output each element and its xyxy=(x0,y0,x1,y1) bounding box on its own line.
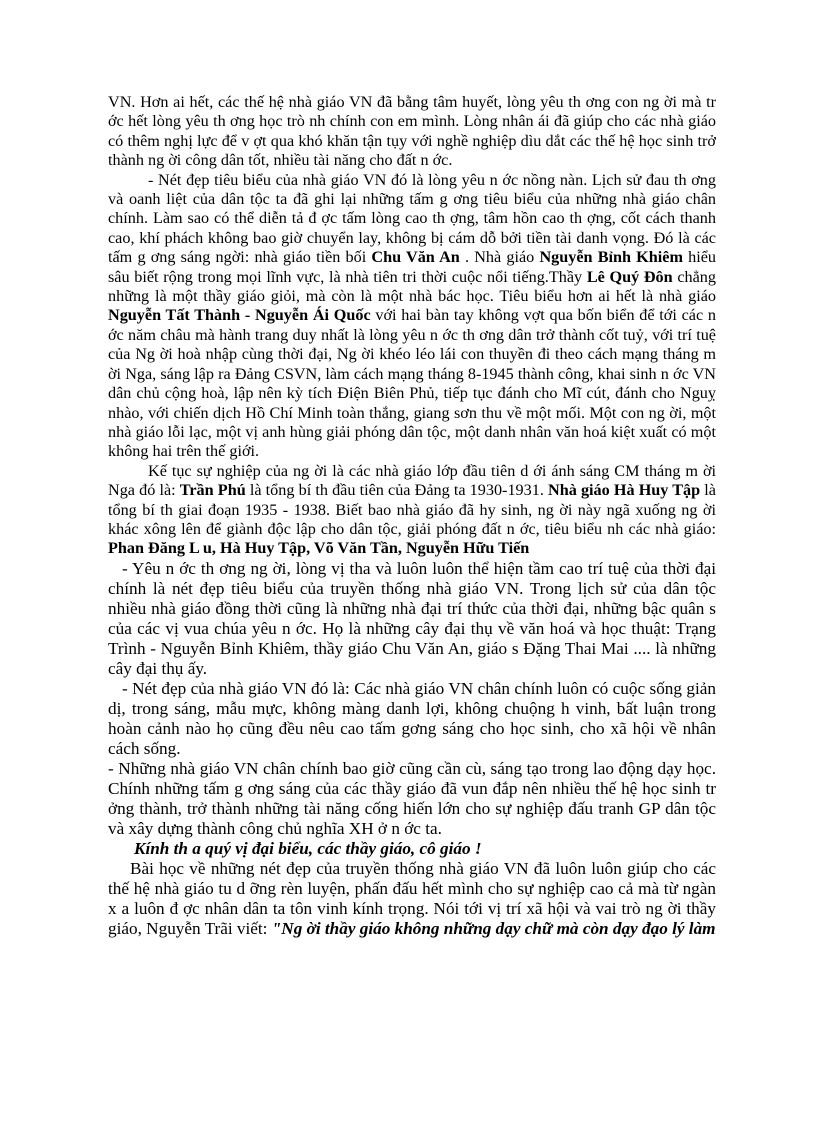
text-segment: là tổng bí th đầu tiên của Đảng ta 1930-1931. xyxy=(245,481,549,500)
text-segment: "Ng ời thầy giáo không những dạy chữ mà còn dạy đạo lý làm xyxy=(271,918,716,938)
paragraph-5 xyxy=(108,679,716,759)
text-segment: - Yêu n ớc th ơng ng ời, lòng vị tha và luôn luôn thể hiện tầm cao trí tuệ của thời đại chính là nét đẹp tiêu biểu của truyền thống nhà giáo VN. Trong lịch sử của dân tộc nhiều nhà giáo đồng thời cũng là những nhà đại trí thức của thời đại, những bậc quân s của các vị vua chúa yêu n ớc. Họ là những cây đại thụ về văn hoá và học thuật: Trạng Trình - Nguyễn Bỉnh Khiêm, thầy giáo Chu Văn An, giáo s Đặng Thai Mai .... là những cây đại thụ ấy. xyxy=(108,558,716,678)
paragraph-4 xyxy=(108,559,716,679)
text-segment: . Nhà giáo xyxy=(459,248,540,267)
paragraph-2 xyxy=(108,171,716,462)
text-segment: Bài học về những nét đẹp của truyền thống nhà giáo VN đã luôn luôn giúp cho các thế hệ nhà giáo tu d ỡng rèn luyện, phấn đấu hết mình cho sự nghiệp cao cả mà từ ngàn x a luôn đ ợc nhân dân ta tôn vinh kính trọng. Nói tới vị trí xã hội và vai trò ng ời thầy giáo, Nguyễn Trãi viết: xyxy=(108,858,716,938)
text-segment: Kính th a quý vị đại biểu, các thầy giáo, cô giáo ! xyxy=(134,838,482,858)
paragraph-6 xyxy=(108,759,716,839)
document-page xyxy=(108,93,716,939)
text-segment: hiểu sâu biết rộng trong mọi lĩnh vực, là nhà tiên tri thời cuộc nổi tiếng.Thầy xyxy=(108,248,717,286)
text-segment: - Nét đẹp tiêu biểu của nhà giáo VN đó là lòng yêu n ớc nồng nàn. Lịch sử đau th ơng và oanh liệt của dân tộc ta đã ghi lại những tấm g ơng tiêu biểu của những nhà giáo chân chính. Làm sao có thể diễn tả đ ợc tấm lòng cao th ợng, tâm hồn cao th ợng, cốt cách thanh cao, khí phách không bao giờ chuyển lay, không bị cám dỗ bởi tiền tài danh vọng. Đó là các tấm g ơng sáng ngời: nhà giáo tiền bối xyxy=(108,170,716,267)
text-segment: Kế tục sự nghiệp của ng ời là các nhà giáo lớp đầu tiên d ới ánh sáng CM tháng m ời Nga đó là: xyxy=(108,461,716,500)
paragraph-3 xyxy=(108,462,716,559)
text-segment: Lê Quý Đôn xyxy=(586,267,673,286)
text-segment: Nhà giáo Hà Huy Tập xyxy=(548,481,701,500)
text-segment: Chu Văn An xyxy=(371,248,460,267)
text-segment: Nguyễn Tất Thành - Nguyễn Ái Quốc xyxy=(108,306,371,325)
text-segment: Trần Phú xyxy=(179,481,246,500)
text-segment: chẳng những là một thầy giáo giỏi, mà còn là một nhà bác học. Tiêu biểu hơn ai hết là nhà giáo xyxy=(108,267,716,306)
text-segment: - Nét đẹp của nhà giáo VN đó là: Các nhà giáo VN chân chính luôn có cuộc sống giản dị, trong sáng, mẫu mực, không màng danh lợi, không chuộng h vinh, bất luận trong hoàn cảnh nào họ cũng đều nêu cao tấm gơng sáng cho học sinh, cho xã hội về nhân cách sống. xyxy=(108,678,716,758)
text-segment: VN. Hơn ai hết, các thế hệ nhà giáo VN đã bằng tâm huyết, lòng yêu th ơng con ng ời mà tr ớc hết lòng yêu th ơng học trò nh chính con em mình. Lòng nhân ái đã giúp cho các nhà giáo có thêm nghị lực để v ợt qua khó khăn tận tụy với nghề nghiệp dìu dắt các thế hệ học sinh trở thành ng ời công dân tốt, nhiều tài năng cho đất n ớc. xyxy=(108,93,716,170)
greeting-line xyxy=(108,839,716,859)
text-segment: - Những nhà giáo VN chân chính bao giờ cũng cần cù, sáng tạo trong lao động dạy học. Chính những tấm g ơng sáng của các thầy giáo đã vun đắp nên nhiều thế hệ học sinh tr ởng thành, trở thành những tài năng cống hiến lớn cho sự nghiệp đấu tranh GP dân tộc và xây dựng thành công chủ nghĩa XH ở n ớc ta. xyxy=(108,758,716,838)
paragraph-7 xyxy=(108,859,716,939)
text-segment: với hai bàn tay không vợt qua bốn biển để tới các n ớc năm châu mà hành trang duy nhất là lòng yêu n ớc th ơng dân trở thành cốt tuỷ, với trí tuệ của Ng ời hoà nhập cùng thời đại, Ng ời khéo léo lái con thuyền đi theo cách mạng tháng m ời Nga, sáng lập ra Đảng CSVN, làm cách mạng tháng 8-1945 thành công, khai sinh n ớc VN dân chủ cộng hoà, lập nên kỳ tích Điện Biên Phủ, tiếp tục đánh cho Mĩ cút, đánh cho Nguỵ nhào, với chiến dịch Hồ Chí Minh toàn thắng, giang sơn thu về một mối. Một con ng ời, một nhà giáo lỗi lạc, một vị anh hùng giải phóng dân tộc, một danh nhân văn hoá kiệt xuất có một không hai trên thế giới. xyxy=(108,306,716,461)
paragraph-1 xyxy=(108,93,716,171)
text-segment: là tổng bí th giai đoạn 1935 - 1938. Biết bao nhà giáo đã hy sinh, ng ời này ngã xuống ng ời khác xông lên để giành độc lập cho dân tộc, giải phóng đất n ớc, tiêu biểu nh các nhà giáo: xyxy=(108,481,716,538)
text-segment: Nguyễn Bỉnh Khiêm xyxy=(539,248,683,267)
text-segment: Phan Đăng L u, Hà Huy Tập, Võ Văn Tần, Nguyễn Hữu Tiến xyxy=(108,539,530,558)
